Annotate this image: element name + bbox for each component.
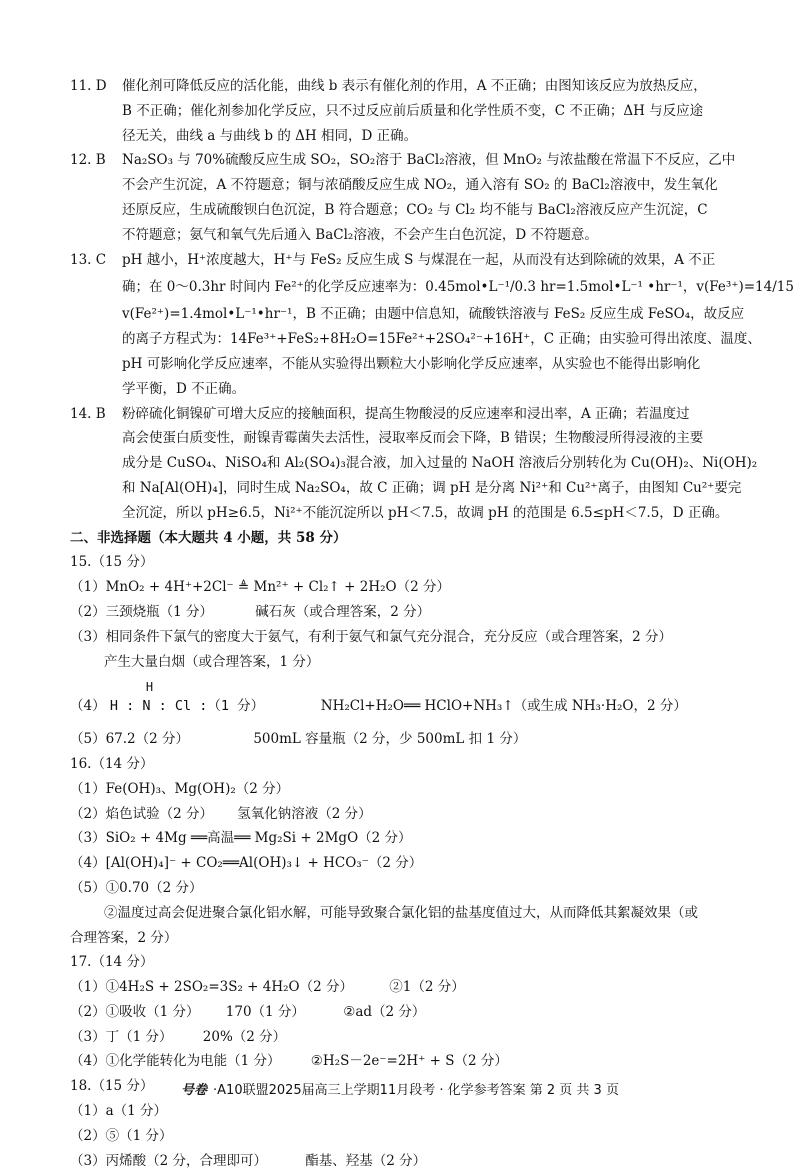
mc-number: 13. C <box>70 251 107 268</box>
q15-answer-5 <box>70 727 730 752</box>
q17-answer-4b: ②H₂S－2e⁻=2H⁺ + S（2 分） <box>310 1053 508 1070</box>
text-line: 还原反应，生成硫酸钡白色沉淀，B 符合题意；CO₂ 与 Cl₂ 均不能与 BaCl₂溶液反应产生沉淀，C <box>122 201 708 218</box>
mc-answer-11 <box>70 74 730 148</box>
text-line: 径无关，曲线 a 与曲线 b 的 ΔH 相同，D 正确。 <box>122 127 418 144</box>
text-line: 高会使蛋白质变性，耐镍青霉菌失去活性，浸取率反而会下降，B 错误；生物酸浸所得浸液的主要 <box>122 430 704 447</box>
q16-answer-2 <box>70 802 730 827</box>
q17-answer-3b: 20%（2 分） <box>202 1028 287 1045</box>
q15-answer-4-prefix: （4） <box>70 698 106 715</box>
mc-number: 14. B <box>70 405 106 422</box>
q17-answer-1a: （1）①4H₂S + 2SO₂=3S₂ + 4H₂O（2 分） <box>70 979 353 996</box>
q15-answer-3: （3）相同条件下氯气的密度大于氨气，有利于氨气和氯气充分混合，充分反应（或合理答案，2 分） <box>70 628 672 645</box>
text-line: 粉碎硫化铜镍矿可增大反应的接触面积，提高生物酸浸的反应速率和浸出率，A 正确；若温度过 <box>122 405 690 422</box>
q17-answer-3 <box>70 1025 730 1050</box>
question-17-heading: 17.（14 分） <box>70 954 154 971</box>
q16-answer-5b: ②温度过高会促进聚合氯化铝水解，可能导致聚合氯化铝的盐基度值过大，从而降低其絮凝效果（或 <box>104 904 698 921</box>
mc-number: 12. B <box>70 152 106 169</box>
text-line: 全沉淀，所以 pH≥6.5，Ni²⁺不能沉淀所以 pH＜7.5，故调 pH 的范围是 6.5≤pH＜7.5，D 正确。 <box>122 504 729 521</box>
q16-answer-2a: （2）焰色试验（2 分） <box>70 805 213 822</box>
text-line: 成分是 CuSO₄、NiSO₄和 Al₂(SO₄)₃混合液，加入过量的 NaOH 溶液后分别转化为 Cu(OH)₂、Ni(OH)₂ <box>122 455 758 472</box>
lewis-top-h: H <box>145 680 154 695</box>
q17-answer-2a: （2）①吸收（1 分） <box>70 1003 200 1020</box>
lewis-body: H : N : Cl :（1 分） <box>109 698 265 715</box>
q16-answer-5: （5）①0.70（2 分） <box>70 879 203 896</box>
q18-answer-1: （1）a（1 分） <box>70 1103 168 1120</box>
q18-answer-3b: 酯基、羟基（2 分） <box>305 1152 427 1169</box>
q15-answer-2 <box>70 600 730 625</box>
question-15-heading: 15.（15 分） <box>70 554 154 571</box>
page-footer <box>0 1079 800 1098</box>
q16-answer-3: （3）SiO₂ + 4Mg ══高温══ Mg₂Si + 2MgO（2 分） <box>70 830 412 847</box>
q15-answer-4-equation: NH₂Cl+H₂O══ HClO+NH₃↑（或生成 NH₃·H₂O，2 分） <box>320 698 687 715</box>
text-line: pH 可影响化学反应速率，不能从实验得出颗粒大小影响化学反应速率，从实验也不能得出影响化 <box>122 355 701 372</box>
q15-answer-1: （1）MnO₂ + 4H⁺+2Cl⁻ ≜ Mn²⁺ + Cl₂↑ + 2H₂O（2 分） <box>70 579 450 596</box>
q15-answer-2b: 碱石灰（或合理答案，2 分） <box>255 603 431 620</box>
q16-answer-5c: 合理答案，2 分） <box>70 929 178 946</box>
q17-answer-2c: ②ad（2 分） <box>343 1003 426 1020</box>
question-16-heading: 16.（14 分） <box>70 755 154 772</box>
text-line: 不会产生沉淀，A 不符题意；铜与浓硝酸反应生成 NO₂，通入溶有 SO₂ 的 BaCl₂溶液中，发生氧化 <box>122 177 718 194</box>
q16-answer-1: （1）Fe(OH)₃、Mg(OH)₂（2 分） <box>70 780 290 797</box>
q17-answer-2 <box>70 1000 730 1025</box>
text-line: pH 越小，H⁺浓度越大，H⁺与 FeS₂ 反应生成 S 与煤混在一起，从而没有达到除硫的效果，A 不正 <box>122 251 716 268</box>
q17-answer-4a: （4）①化学能转化为电能（1 分） <box>70 1053 281 1070</box>
q15-answer-2a: （2）三颈烧瓶（1 分） <box>70 603 213 620</box>
text-line: 学平衡，D 不正确。 <box>122 380 246 397</box>
mc-answer-12 <box>70 148 736 247</box>
q16-answer-4: （4）[Al(OH)₄]⁻ + CO₂══Al(OH)₃↓ + HCO₃⁻（2 分） <box>70 855 423 872</box>
text-line: 确；在 0～0.3hr 时间内 Fe²⁺的化学反应速率为：0.45mol•L⁻¹/0.3 hr=1.5mol•L⁻¹ •hr⁻¹，v(Fe³⁺)=14/15 <box>122 279 794 296</box>
q18-answer-3a: （3）丙烯酸（2 分，合理即可） <box>70 1152 267 1169</box>
q16-answer-2b: 氢氧化钠溶液（2 分） <box>237 805 372 822</box>
text-line: 不符题意；氨气和氧气先后通入 BaCl₂溶液，不会产生白色沉淀，D 不符题意。 <box>122 226 598 243</box>
lewis-structure <box>109 680 265 719</box>
text-line: B 不正确；催化剂参加化学反应，只不过反应前后质量和化学性质不变，C 不正确；ΔH 与反应途 <box>122 102 704 119</box>
text-line: 和 Na[Al(OH)₄]，同时生成 Na₂SO₄，故 C 正确；调 pH 是分离 Ni²⁺和 Cu²⁺离子，由图知 Cu²⁺要完 <box>122 479 742 496</box>
text-line: 的离子方程式为：14Fe³⁺+FeS₂+8H₂O=15Fe²⁺+2SO₄²⁻+16H⁺，C 正确；由实验可得出浓度、温度、 <box>122 331 761 348</box>
q17-answer-4 <box>70 1049 730 1074</box>
mc-answer-14 <box>70 402 758 526</box>
answer-sheet <box>70 74 794 1173</box>
publisher-logo: 号卷 <box>181 1083 208 1098</box>
text-line: 催化剂可降低反应的活化能，曲线 b 表示有催化剂的作用，A 不正确；由图知该反应为放热反应， <box>122 78 707 94</box>
q17-answer-2b: 170（1 分） <box>225 1003 305 1020</box>
q18-answer-3 <box>70 1149 730 1173</box>
section-heading: 二、非选择题（本大题共 4 小题，共 58 分） <box>70 529 347 546</box>
footer-text: ·A10联盟2025届高三上学期11月段考 · 化学参考答案 第 2 页 共 3 页 <box>213 1083 619 1098</box>
q15-answer-3b: 产生大量白烟（或合理答案，1 分） <box>104 653 320 670</box>
text-line: v(Fe²⁺)=1.4mol•L⁻¹•hr⁻¹，B 不正确；由题中信息知，硫酸铁溶液与 FeS₂ 反应生成 FeSO₄，故反应 <box>122 306 745 323</box>
text-line: Na₂SO₃ 与 70%硫酸反应生成 SO₂，SO₂溶于 BaCl₂溶液，但 MnO₂ 与浓盐酸在常温下不反应，乙中 <box>122 152 736 169</box>
q17-answer-1b: ②1（2 分） <box>389 979 465 996</box>
mc-number: 11. D <box>70 78 107 94</box>
mc-answer-13 <box>70 248 794 402</box>
q18-answer-2: （2）⑤（1 分） <box>70 1127 173 1144</box>
question-18-heading: 18.（15 分） <box>70 1078 154 1095</box>
q17-answer-1 <box>70 975 730 1000</box>
q17-answer-3a: （3）丁（1 分） <box>70 1028 173 1045</box>
q15-answer-4 <box>70 680 730 719</box>
q15-answer-5a: （5）67.2（2 分） <box>70 731 190 748</box>
q15-answer-5b: 500mL 容量瓶（2 分，少 500mL 扣 1 分） <box>253 731 527 748</box>
